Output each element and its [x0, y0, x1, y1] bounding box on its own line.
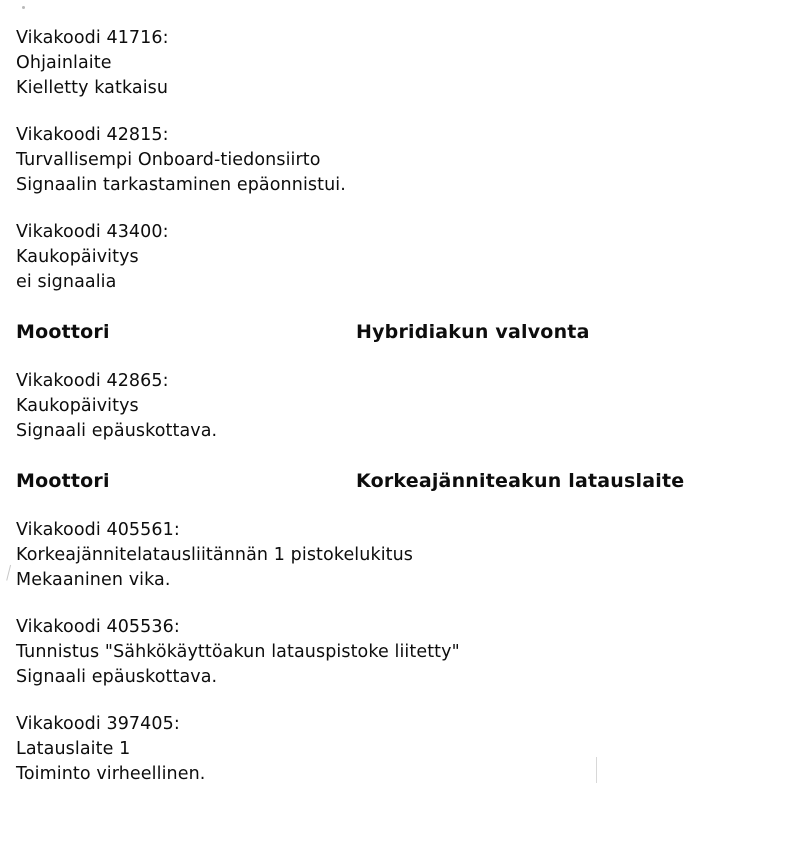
fault-code-block	[16, 123, 796, 198]
fault-code-block	[16, 518, 796, 593]
fault-description-line: Toiminto virheellinen.	[16, 764, 206, 784]
fault-component-line: Tunnistus "Sähkökäyttöakun latauspistoke liitetty"	[16, 642, 460, 662]
fault-code-block	[16, 615, 796, 690]
section-heading	[16, 321, 796, 343]
section-system-label: Moottori	[16, 470, 110, 492]
section-subsystem-label: Korkeajänniteakun latauslaite	[356, 470, 685, 492]
fault-component-line: Kaukopäivitys	[16, 247, 139, 267]
fault-code-line: Vikakoodi 405536:	[16, 617, 180, 637]
section-system-label: Moottori	[16, 321, 110, 343]
fault-description-line: ei signaalia	[16, 272, 117, 292]
fault-code-line: Vikakoodi 405561:	[16, 520, 180, 540]
fault-description-line: Signaalin tarkastaminen epäonnistui.	[16, 175, 346, 195]
fault-component-line: Latauslaite 1	[16, 739, 131, 759]
document-body	[16, 26, 796, 809]
section-heading	[16, 470, 796, 492]
fault-component-line: Turvallisempi Onboard-tiedonsiirto	[16, 150, 321, 170]
fault-description-line: Mekaaninen vika.	[16, 570, 171, 590]
fault-code-block	[16, 26, 796, 101]
fault-description-line: Kielletty katkaisu	[16, 78, 169, 98]
fault-component-line: Kaukopäivitys	[16, 396, 139, 416]
fault-code-line: Vikakoodi 43400:	[16, 222, 169, 242]
fault-component-line: Ohjainlaite	[16, 53, 112, 73]
fault-component-line: Korkeajännitelatausliitännän 1 pistokelukitus	[16, 545, 414, 565]
fault-code-block	[16, 220, 796, 295]
fault-code-line: Vikakoodi 397405:	[16, 714, 180, 734]
fault-description-line: Signaali epäuskottava.	[16, 667, 218, 687]
fault-code-block	[16, 712, 796, 787]
scan-speck-artifact	[22, 6, 25, 9]
fault-code-line: Vikakoodi 41716:	[16, 28, 169, 48]
fault-description-line: Signaali epäuskottava.	[16, 421, 218, 441]
fault-code-block	[16, 369, 796, 444]
fault-code-line: Vikakoodi 42815:	[16, 125, 169, 145]
section-subsystem-label: Hybridiakun valvonta	[356, 321, 590, 343]
fault-code-line: Vikakoodi 42865:	[16, 371, 169, 391]
